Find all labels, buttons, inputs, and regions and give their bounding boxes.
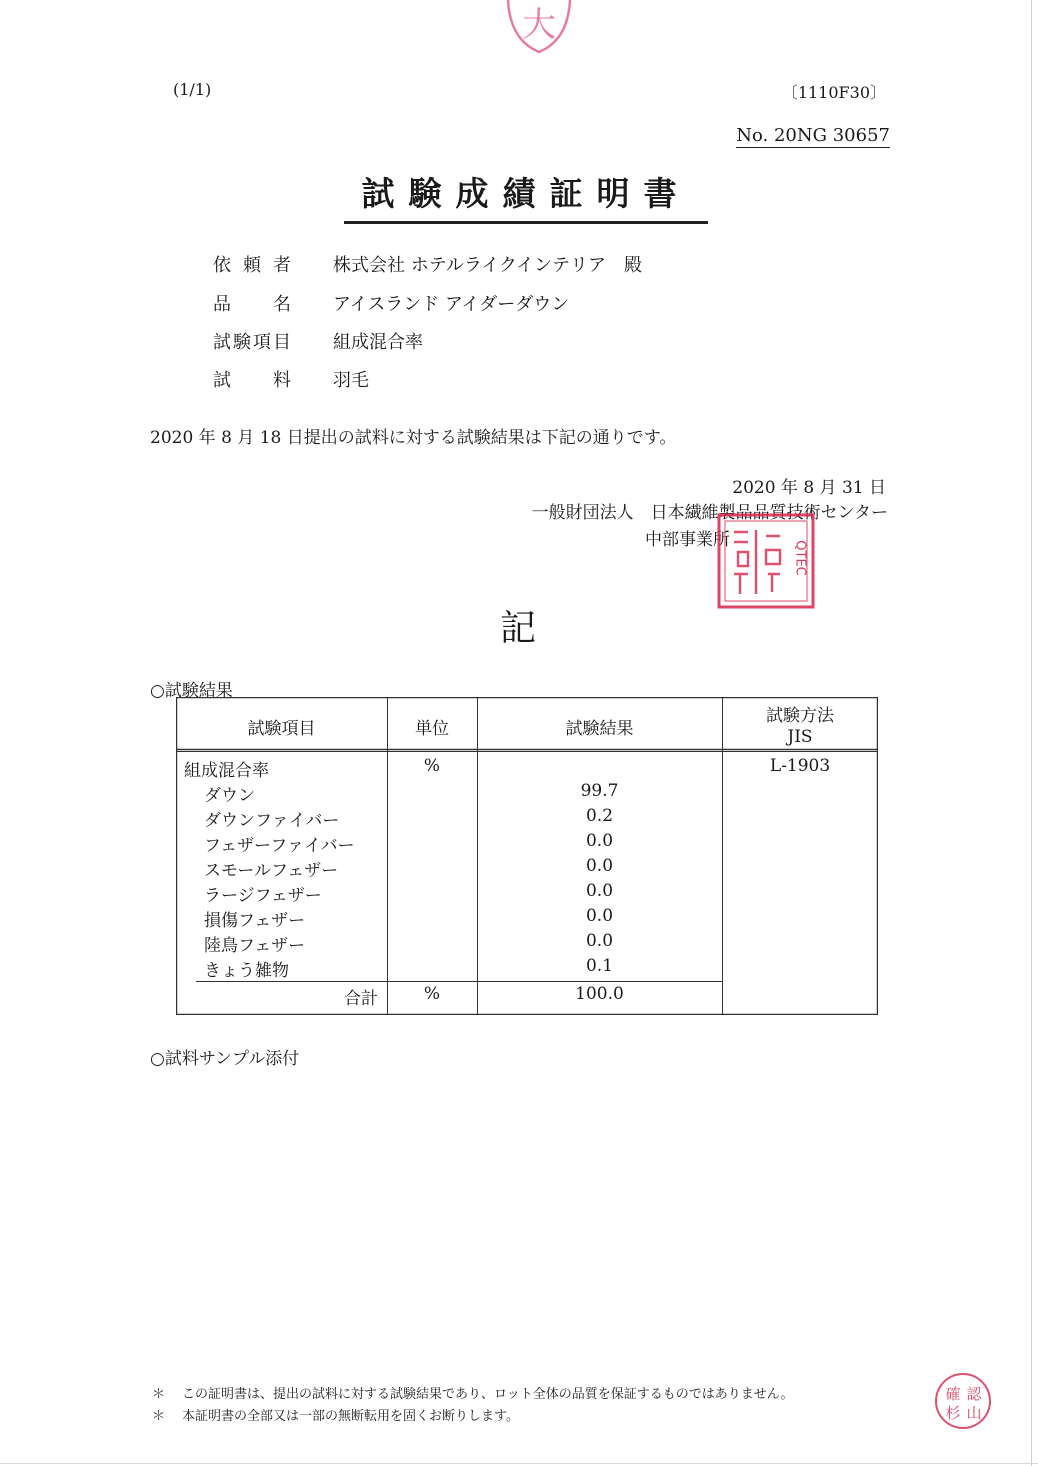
table-row-result: 0.0 (585, 831, 614, 851)
result-statement: 2020 年 8 月 18 日提出の試料に対する試験結果は下記の通りです。 (150, 428, 677, 448)
sample-attached-heading: ○試料サンプル添付 (150, 1049, 300, 1069)
info-row-client (213, 251, 643, 277)
table-row-result: 99.7 (580, 781, 619, 801)
table-row-result: 0.0 (585, 906, 614, 926)
info-value-product: アイスランド アイダーダウン (333, 294, 570, 315)
page-counter: (1/1) (173, 80, 212, 99)
table-row-result: 0.1 (585, 956, 614, 976)
info-row-sample (213, 366, 369, 392)
page-edge-right (1031, 0, 1032, 1466)
svg-text:認: 認 (966, 1385, 982, 1403)
group-label: 組成混合率 (184, 761, 269, 781)
info-label-client: 依頼者 (213, 255, 291, 276)
total-unit: % (423, 984, 441, 1004)
table-row-result: 0.0 (585, 881, 614, 901)
col-header-method-jis: JIS (787, 727, 813, 747)
info-value-client: 株式会社 ホテルライクインテリア 殿 (333, 255, 643, 276)
table-row-item: 陸鳥フェザー (204, 936, 306, 956)
col-header-unit: 単位 (415, 719, 449, 739)
svg-text:杉: 杉 (945, 1404, 961, 1422)
svg-text:山: 山 (966, 1404, 982, 1422)
issuing-organization: 一般財団法人 日本繊維製品品質技術センター (531, 503, 888, 523)
certificate-number: No. 20NG 30657 (736, 125, 890, 146)
official-seal-stamp (716, 512, 816, 610)
table-row-item: きょう雑物 (204, 961, 289, 981)
ki-heading: 記 (500, 608, 537, 649)
footnote-text: 本証明書の全部又は一部の無断転用を固くお断りします。 (182, 1409, 519, 1424)
issue-date: 2020 年 8 月 31 日 (732, 478, 886, 498)
results-heading: ○試験結果 (150, 681, 233, 701)
info-value-sample: 羽毛 (333, 370, 369, 391)
col-header-result: 試験結果 (565, 719, 634, 739)
col-header-item: 試験項目 (247, 719, 316, 739)
col-header-method: 試験方法 (766, 706, 834, 726)
table-row-result: 0.0 (585, 856, 614, 876)
info-label-test-item: 試験項目 (213, 332, 291, 353)
svg-text:確: 確 (945, 1385, 961, 1403)
info-label-sample: 試料 (213, 370, 291, 391)
info-row-product (213, 290, 570, 316)
info-label-product: 品名 (213, 294, 291, 315)
total-result: 100.0 (575, 984, 624, 1004)
table-row-item: ラージフェザー (204, 886, 322, 906)
receipt-seal-stamp (500, 0, 578, 62)
svg-text:大: 大 (522, 5, 556, 45)
footnote-mark: ＊ (152, 1409, 166, 1424)
method-code: L-1903 (769, 756, 831, 776)
table-row-item: フェザーファイバー (204, 836, 355, 856)
table-row-result: 0.0 (585, 931, 614, 951)
footnote-text: この証明書は、提出の試料に対する試験結果であり、ロット全体の品質を保証するものではありません。 (182, 1387, 794, 1402)
document-title: 試験成績証明書 (344, 168, 708, 224)
table-row-item: ダウン (204, 786, 255, 806)
footnote-mark: ＊ (152, 1387, 166, 1402)
results-table (176, 697, 878, 1015)
page-edge-bottom (0, 1463, 1038, 1464)
info-value-test-item: 組成混合率 (333, 332, 423, 353)
total-label: 合計 (344, 989, 378, 1009)
group-unit: % (423, 756, 441, 776)
form-code: 〔1110F30〕 (781, 83, 886, 102)
info-row-test-item (213, 328, 423, 354)
table-row-item: スモールフェザー (204, 861, 339, 881)
issuing-office: 中部事業所 (645, 530, 730, 550)
confirmation-seal-stamp (934, 1372, 992, 1430)
table-row-result: 0.2 (585, 806, 614, 826)
table-row-item: ダウンファイバー (204, 811, 340, 831)
svg-text:QTEC: QTEC (792, 540, 808, 576)
table-row-item: 損傷フェザー (204, 911, 306, 931)
